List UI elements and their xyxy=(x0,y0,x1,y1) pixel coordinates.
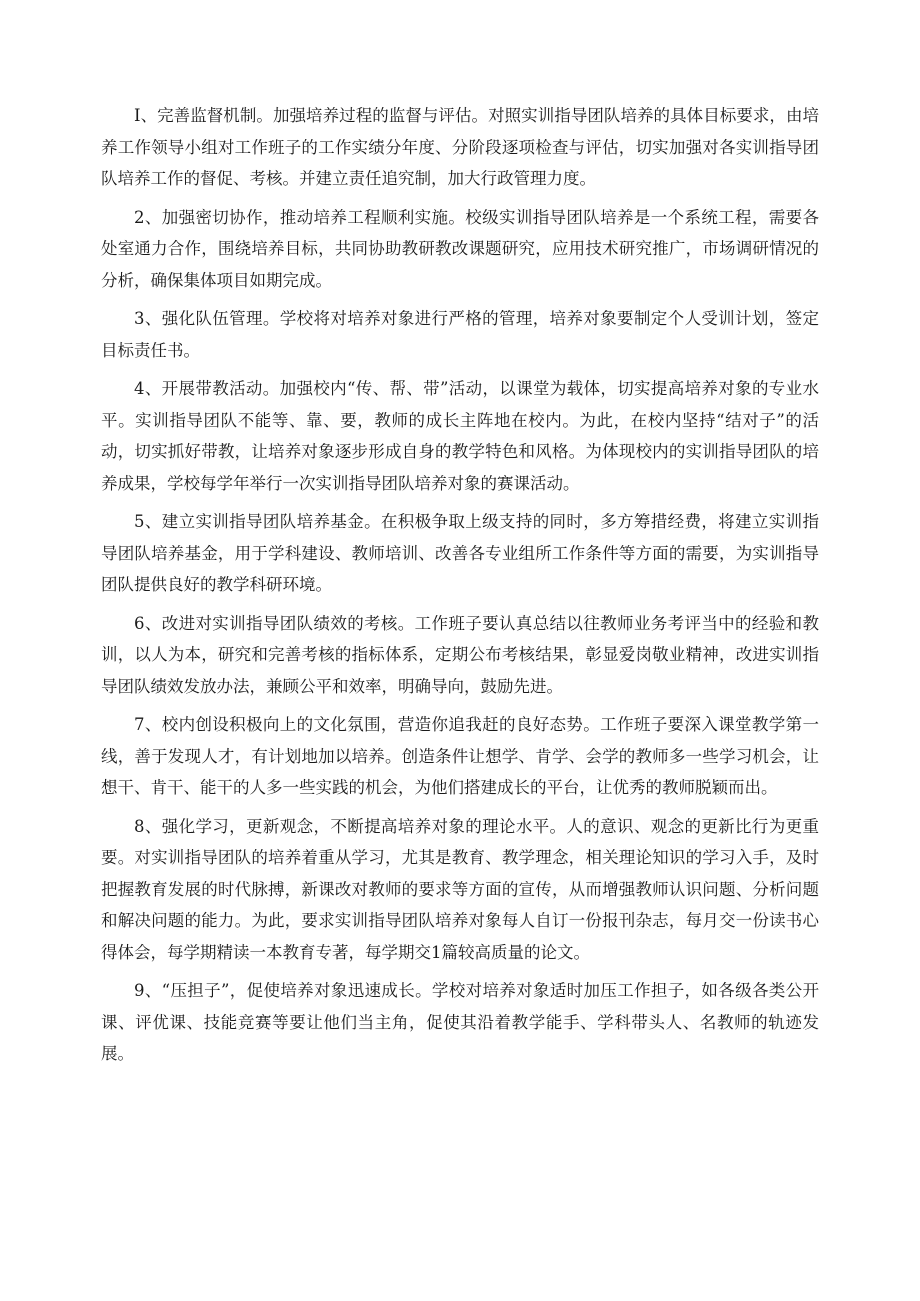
paragraph-9: 9、“压担子”，促使培养对象迅速成长。学校对培养对象适时加压工作担子，如各级各类公开课、评优课、技能竞赛等要让他们当主角，促使其沿着教学能手、学科带头人、名教师的轨迹发展。 xyxy=(101,981,819,1063)
paragraph-8: 8、强化学习，更新观念，不断提高培养对象的理论水平。人的意识、观念的更新比行为更重要。对实训指导团队的培养着重从学习，尤其是教育、教学理念，相关理论知识的学习入手，及时把握教育发展的时代脉搏，新课改对教师的要求等方面的宣传，从而增强教师认识问题、分析问题和解决问题的能力。为此，要求实训指导团队培养对象每人自订一份报刊杂志，每月交一份读书心得体会，每学期精读一本教育专著，每学期交1篇较高质量的论文。 xyxy=(101,816,819,962)
paragraph-1: I、完善监督机制。加强培养过程的监督与评估。对照实训指导团队培养的具体目标要求，由培养工作领导小组对工作班子的工作实绩分年度、分阶段逐项检查与评估，切实加强对各实训指导团队培养工作的督促、考核。并建立责任追究制，加大行政管理力度。 xyxy=(101,106,819,188)
paragraph-5: 5、建立实训指导团队培养基金。在积极争取上级支持的同时，多方筹措经费，将建立实训指导团队培养基金，用于学科建设、教师培训、改善各专业组所工作条件等方面的需要，为实训指导团队提供良好的教学科研环境。 xyxy=(101,512,819,594)
paragraph-7: 7、校内创设积极向上的文化氛围，营造你追我赶的良好态势。工作班子要深入课堂教学第一线，善于发现人才，有计划地加以培养。创造条件让想学、肯学、会学的教师多一些学习机会，让想干、肯干、能干的人多一些实践的机会，为他们搭建成长的平台，让优秀的教师脱颖而出。 xyxy=(101,715,819,797)
paragraph-3: 3、强化队伍管理。学校将对培养对象进行严格的管理，培养对象要制定个人受训计划，签定目标责任书。 xyxy=(101,309,819,360)
paragraph-4: 4、开展带教活动。加强校内“传、帮、带”活动，以课堂为载体，切实提高培养对象的专业水平。实训指导团队不能等、靠、要，教师的成长主阵地在校内。为此，在校内坚持“结对子”的活动，切实抓好带教，让培养对象逐步形成自身的教学特色和风格。为体现校内的实训指导团队的培养成果，学校每学年举行一次实训指导团队培养对象的赛课活动。 xyxy=(101,379,819,493)
paragraph-6: 6、改进对实训指导团队绩效的考核。工作班子要认真总结以往教师业务考评当中的经验和教训，以人为本，研究和完善考核的指标体系，定期公布考核结果，彰显爱岗敬业精神，改进实训指导团队绩效发放办法，兼顾公平和效率，明确导向，鼓励先进。 xyxy=(101,613,819,696)
paragraph-2: 2、加强密切协作，推动培养工程顺利实施。校级实训指导团队培养是一个系统工程，需要各处室通力合作，围绕培养目标，共同协助教研教改课题研究，应用技术研究推广，市场调研情况的分析，确保集体项目如期完成。 xyxy=(101,207,819,290)
document-body xyxy=(101,100,819,1077)
